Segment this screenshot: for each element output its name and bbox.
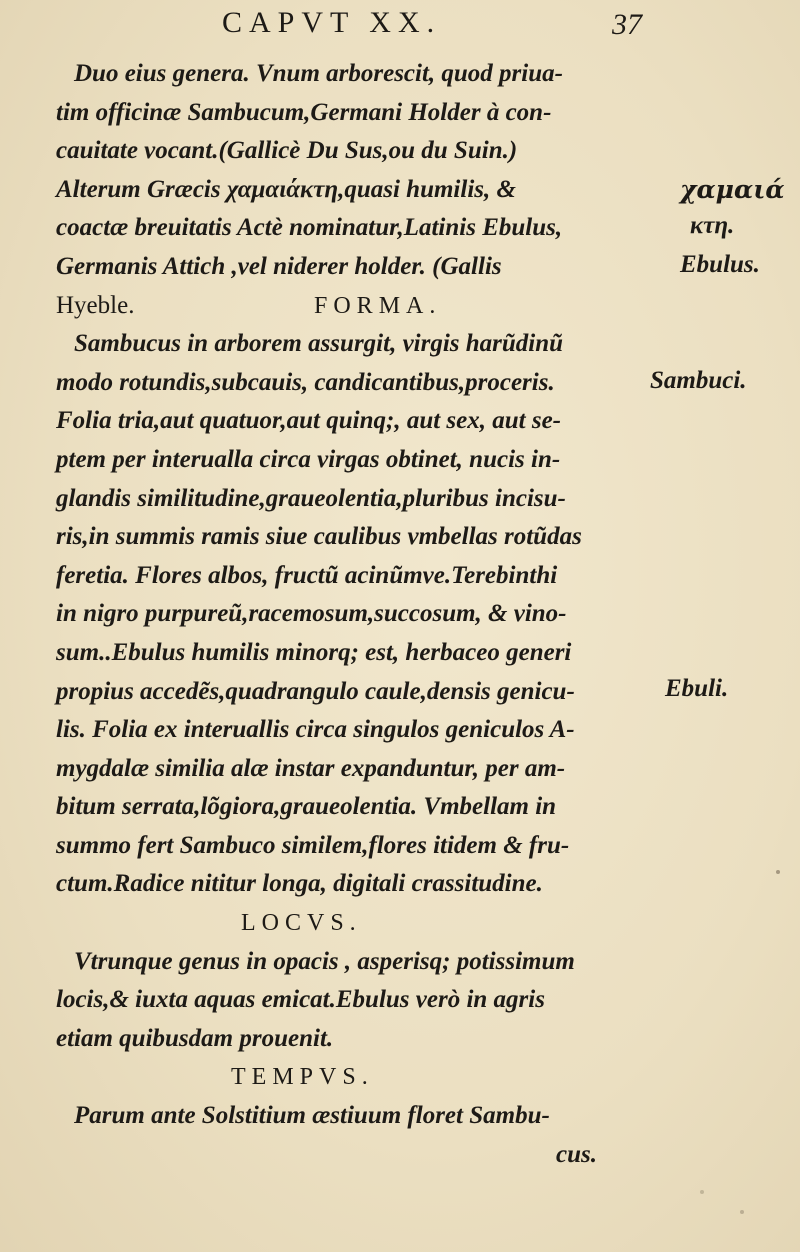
text-line: Folia tria,aut quatuor,aut quinq;, aut sex, aut se-: [56, 407, 561, 435]
text-line: mygdalæ similia alæ instar expanduntur, per am-: [56, 754, 566, 782]
text-line: summo fert Sambuco similem,flores itidem & fru-: [56, 831, 570, 859]
text-line: Germanis Attich ,vel niderer holder. (Gallis: [56, 252, 502, 280]
section-heading-tempus: TEMPVS.: [231, 1064, 374, 1091]
text-line: feretia. Flores albos, fructũ acinũmve.Terebinthi: [56, 561, 558, 589]
text-line: bitum serrata,lõgiora,graueolentia. Vmbellam in: [56, 793, 557, 821]
text-line: Hyeble.: [56, 291, 135, 319]
text-line: Duo eius genera. Vnum arborescit, quod priua-: [74, 60, 563, 87]
text-line: sum..Ebulus humilis minorq; est, herbaceo generi: [56, 638, 572, 666]
page-header: [0, 6, 800, 50]
paper-speck: [700, 1190, 704, 1194]
text-line: Parum ante Solstitium æstiuum floret Sambu-: [74, 1102, 550, 1130]
text-line: ptem per interualla circa virgas obtinet, nucis in-: [56, 445, 561, 473]
text-line: modo rotundis,subcauis, candicantibus,proceris.: [56, 368, 555, 396]
margin-greek-word: χαμαιά: [680, 175, 785, 204]
margin-note-sambuci: Sambuci.: [650, 367, 747, 394]
text-line: locis,& iuxta aquas emicat.Ebulus verò in agris: [56, 986, 545, 1014]
text-line: Sambucus in arborem assurgit, virgis harũdinũ: [74, 330, 564, 358]
catchword: cus.: [556, 1140, 597, 1168]
text-line: etiam quibusdam prouenit.: [56, 1024, 334, 1052]
text-line: Alterum Græcis χαμαιάκτη,quasi humilis, &: [56, 175, 516, 203]
text-line: lis. Folia ex interuallis circa singulos geniculos A-: [56, 716, 575, 744]
margin-greek-word-end: κτη.: [690, 212, 735, 239]
text-line: in nigro purpureũ,racemosum,succosum, & vino-: [56, 600, 567, 628]
main-text-block: [56, 55, 641, 1174]
text-line: glandis similitudine,graueolentia,pluribus incisu-: [56, 484, 566, 512]
text-line: coactæ breuitatis Actè nominatur,Latinis Ebulus,: [56, 214, 563, 242]
running-head: CAPVT XX.: [222, 6, 442, 39]
text-line: ris,in summis ramis siue caulibus vmbellas rotũdas: [56, 523, 582, 551]
text-line: cauitate vocant.(Gallicè Du Sus,ou du Suin.): [56, 137, 518, 165]
margin-note-ebuli: Ebuli.: [665, 675, 729, 702]
section-heading-locus: LOCVS.: [241, 910, 362, 937]
text-line: propius accedẽs,quadrangulo caule,densis genicu-: [56, 677, 575, 705]
section-heading-forma: FORMA.: [314, 292, 442, 319]
page-number: 37: [612, 8, 642, 41]
text-line: tim officinæ Sambucum,Germani Holder à con-: [56, 98, 552, 126]
text-line: Vtrunque genus in opacis , asperisq; potissimum: [74, 947, 575, 975]
margin-note-ebulus: Ebulus.: [680, 251, 760, 278]
paper-speck: [740, 1210, 744, 1214]
text-line: ctum.Radice nititur longa, digitali crassitudine.: [56, 870, 543, 898]
paper-speck: [776, 870, 780, 874]
